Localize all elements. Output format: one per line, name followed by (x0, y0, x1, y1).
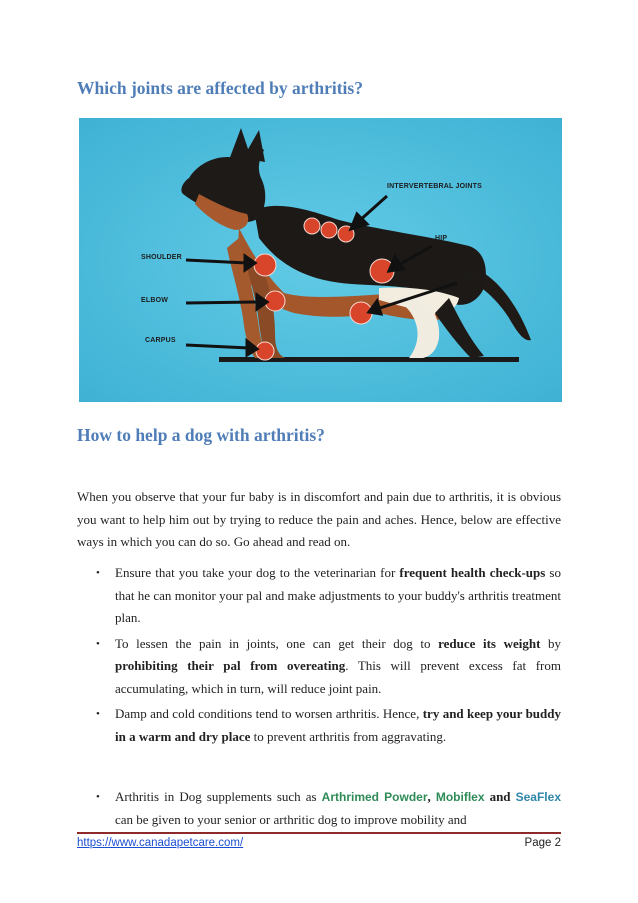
bullet-text: Arthritis in Dog supplements such as (115, 789, 322, 804)
label-intervertebral: INTERVERTEBRAL JOINTS (387, 183, 482, 190)
bullet-text: so that he can monitor your pal and make adjustments to your buddy's arthritis treatment plan. (115, 565, 561, 625)
bullet-glyph: • (96, 708, 100, 720)
tips-list-continued (77, 786, 561, 831)
intervertebral-joint-1 (304, 218, 320, 234)
bullet-bold-text: and (484, 789, 516, 804)
bullet-glyph: • (96, 637, 100, 650)
list-item (77, 786, 561, 831)
label-shoulder: SHOULDER (141, 254, 182, 261)
label-carpus: CARPUS (145, 337, 176, 344)
page-number: Page 2 (524, 837, 561, 849)
product-link-mobiflex[interactable]: Mobiflex (435, 790, 485, 804)
bullet-text: . This will prevent excess fat from accumulating, which in turn, will reduce joint pain. (115, 658, 561, 696)
bullet-text: by (540, 635, 561, 651)
footer-divider (77, 832, 561, 834)
shoulder-joint (254, 254, 276, 276)
bullet-text: Ensure that you take your dog to the veterinarian for (115, 565, 400, 580)
bullet-text: can be given to your senior or arthritic dog to improve mobility and (115, 811, 467, 827)
product-link-arthrimed[interactable]: Arthrimed Powder (321, 790, 428, 804)
bullet-bold-text: , (427, 789, 436, 804)
bullet-glyph: • (96, 567, 100, 579)
bullet-text: Damp and cold conditions tend to worsen arthritis. Hence, (115, 706, 423, 721)
bullet-bold-text: reduce its weight (438, 635, 541, 651)
bullet-text: To lessen the pain in joints, one can get their dog to (115, 635, 439, 651)
bullet-text: to prevent arthritis from aggravating. (250, 728, 447, 744)
dog-joints-illustration (79, 118, 562, 402)
intervertebral-joint-2 (321, 222, 337, 238)
label-elbow: ELBOW (141, 297, 169, 304)
product-link-seaflex[interactable]: SeaFlex (515, 790, 561, 804)
bullet-bold-text: prohibiting their pal from overeating (115, 658, 346, 673)
carpus-joint (256, 342, 274, 360)
bullet-bold-text: frequent health check-ups (399, 565, 546, 580)
bullet-glyph: • (96, 791, 100, 803)
list-item (77, 633, 561, 701)
footer-url-link[interactable]: https://www.canadapetcare.com/ (77, 837, 244, 849)
label-hip: HIP (435, 235, 448, 242)
tips-list (77, 562, 561, 748)
list-item (77, 562, 561, 630)
intro-paragraph: When you observe that your fur baby is in discomfort and pain due to arthritis, it is obvious you want to help him out by trying to reduce the pain and aches. Hence, below are effective ways in which you can do so. Go ahead and read on. (77, 489, 561, 549)
label-knee: KNEE (459, 273, 480, 280)
section-heading-help: How to help a dog with arthritis? (77, 425, 325, 445)
dog-joints-svg (79, 118, 562, 402)
list-item (77, 703, 561, 748)
section-heading-joints: Which joints are affected by arthritis? (77, 78, 363, 98)
bullet-bold-text: try and keep your buddy in a warm and dry place (115, 706, 561, 744)
